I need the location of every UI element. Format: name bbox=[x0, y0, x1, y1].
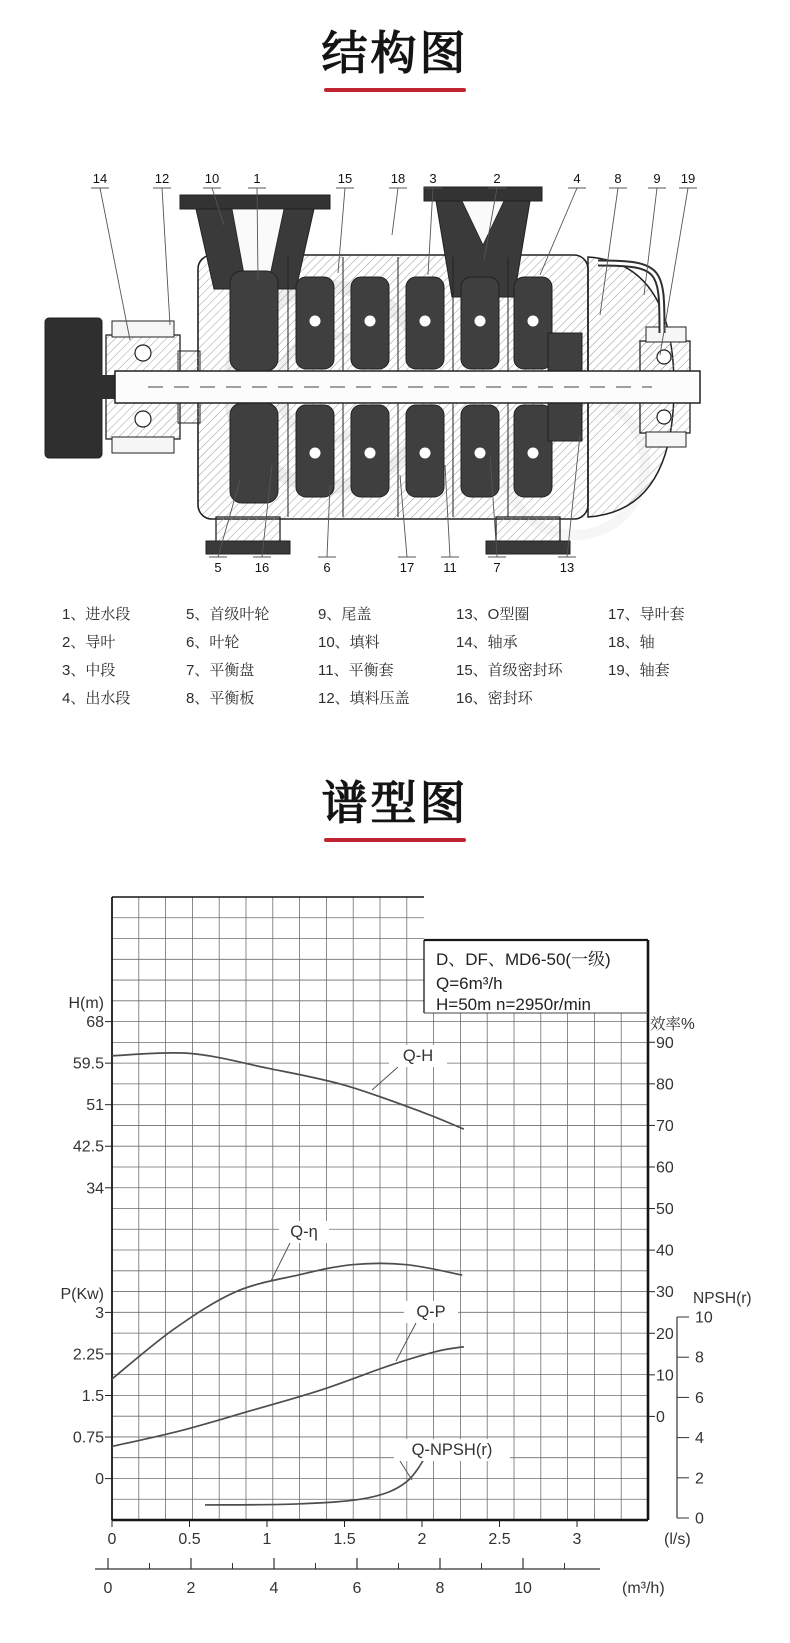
part-item: 6、叶轮 bbox=[186, 634, 240, 651]
part-item: 5、首级叶轮 bbox=[186, 606, 270, 623]
pump-cross-section bbox=[0, 165, 790, 595]
callout-number: 7 bbox=[493, 560, 501, 575]
callout-number: 12 bbox=[154, 171, 170, 186]
callout-number: 18 bbox=[390, 171, 406, 186]
efficiency-axis-title: 效率% bbox=[650, 1016, 695, 1033]
npsh-axis-tick: 8 bbox=[695, 1349, 704, 1367]
part-item: 18、轴 bbox=[608, 634, 655, 651]
callout-number: 8 bbox=[614, 171, 622, 186]
performance-chart bbox=[0, 883, 790, 1643]
x-axis-tick: 2.5 bbox=[488, 1531, 511, 1548]
npsh-axis-tick: 0 bbox=[695, 1510, 704, 1528]
head-axis-tick: 59.5 bbox=[72, 1055, 104, 1073]
part-item: 12、填料压盖 bbox=[318, 690, 410, 707]
callout-number: 3 bbox=[429, 171, 437, 186]
part-item: 2、导叶 bbox=[62, 634, 116, 651]
power-axis-title: P(Kw) bbox=[60, 1286, 104, 1303]
part-item: 14、轴承 bbox=[456, 634, 518, 651]
suction-flange bbox=[180, 195, 330, 209]
efficiency-axis-tick: 10 bbox=[656, 1367, 674, 1385]
structure-title: 结构图 bbox=[321, 27, 469, 79]
callout-number: 10 bbox=[204, 171, 220, 186]
coupling bbox=[45, 318, 102, 458]
parts-list bbox=[62, 601, 728, 713]
curve-label-Q-H: Q-H bbox=[402, 1047, 434, 1065]
power-axis-tick: 2.25 bbox=[72, 1346, 104, 1364]
chart-head-speed-label: H=50m n=2950r/min bbox=[436, 995, 591, 1014]
pump-body bbox=[45, 187, 700, 554]
efficiency-axis-tick: 70 bbox=[656, 1117, 674, 1135]
x-axis-unit: (l/s) bbox=[664, 1531, 691, 1548]
part-item: 10、填料 bbox=[318, 634, 380, 651]
power-axis-tick: 1.5 bbox=[81, 1388, 104, 1405]
callout-number: 17 bbox=[399, 560, 415, 575]
power-axis-tick: 3 bbox=[95, 1304, 104, 1322]
callout-number: 15 bbox=[337, 171, 353, 186]
npsh-axis-title: NPSH(r) bbox=[693, 1290, 752, 1307]
chart-flow-label: Q=6m³/h bbox=[436, 974, 503, 993]
x-axis-tick: 1 bbox=[262, 1531, 272, 1548]
head-axis-title: H(m) bbox=[68, 995, 104, 1012]
head-axis-tick: 51 bbox=[86, 1097, 104, 1115]
bearing-ball bbox=[657, 410, 671, 424]
curve-title-underline bbox=[324, 838, 466, 842]
foot bbox=[496, 517, 560, 543]
efficiency-axis-tick: 60 bbox=[656, 1159, 674, 1177]
efficiency-axis-tick: 90 bbox=[656, 1034, 674, 1052]
part-item: 9、尾盖 bbox=[318, 606, 372, 623]
pump-structure-diagram bbox=[0, 165, 790, 595]
x-axis-tick: 0.5 bbox=[178, 1531, 201, 1548]
npsh-axis-tick: 10 bbox=[695, 1309, 713, 1327]
npsh-axis-tick: 4 bbox=[695, 1430, 704, 1448]
part-item: 1、进水段 bbox=[62, 606, 131, 623]
bearing-ball bbox=[657, 350, 671, 364]
x-axis-tick: 2 bbox=[417, 1531, 427, 1548]
callout-number: 4 bbox=[573, 171, 581, 186]
bearing-ball bbox=[135, 411, 151, 427]
curve-section-header bbox=[0, 778, 790, 842]
head-axis-tick: 34 bbox=[86, 1180, 104, 1198]
callout-number: 6 bbox=[323, 560, 331, 575]
callout-number: 13 bbox=[559, 560, 575, 575]
npsh-axis-tick: 6 bbox=[695, 1389, 704, 1407]
part-item: 19、轴套 bbox=[608, 662, 670, 679]
bearing-ball bbox=[135, 345, 151, 361]
head-axis-tick: 68 bbox=[86, 1014, 104, 1032]
part-item: 3、中段 bbox=[62, 662, 116, 679]
callout-number: 19 bbox=[680, 171, 696, 186]
callout-number: 11 bbox=[443, 560, 457, 575]
efficiency-axis-tick: 50 bbox=[656, 1201, 674, 1219]
callout-number: 14 bbox=[92, 171, 108, 186]
part-item: 11、平衡套 bbox=[318, 662, 394, 679]
npsh-axis-tick: 2 bbox=[695, 1470, 704, 1488]
part-item: 15、首级密封环 bbox=[456, 662, 563, 679]
curve-label-Q-P: Q-P bbox=[416, 1303, 446, 1321]
x2-axis-tick: 0 bbox=[103, 1580, 113, 1597]
x-axis-tick: 0 bbox=[107, 1531, 117, 1548]
x2-axis-tick: 8 bbox=[435, 1580, 445, 1597]
efficiency-axis-tick: 20 bbox=[656, 1325, 674, 1343]
power-axis-tick: 0.75 bbox=[72, 1429, 104, 1447]
callout-number: 2 bbox=[493, 171, 501, 186]
head-axis-tick: 42.5 bbox=[72, 1138, 104, 1156]
efficiency-axis-tick: 40 bbox=[656, 1242, 674, 1260]
power-axis-tick: 0 bbox=[95, 1471, 104, 1489]
part-item: 4、出水段 bbox=[62, 690, 131, 707]
curve-Q-P bbox=[112, 1347, 464, 1447]
callout-number: 1 bbox=[253, 171, 261, 186]
x2-axis-tick: 2 bbox=[186, 1580, 196, 1597]
callout-number: 9 bbox=[653, 171, 661, 186]
part-item: 13、O型圈 bbox=[456, 606, 530, 623]
x2-axis-tick: 10 bbox=[514, 1580, 532, 1597]
curve-label-Q-NPSH(r): Q-NPSH(r) bbox=[411, 1441, 493, 1459]
part-item: 17、导叶套 bbox=[608, 606, 685, 623]
efficiency-axis-tick: 0 bbox=[656, 1408, 665, 1426]
callout-number: 16 bbox=[254, 560, 270, 575]
performance-curves-svg bbox=[0, 883, 790, 1643]
efficiency-axis-tick: 30 bbox=[656, 1284, 674, 1302]
efficiency-axis-tick: 80 bbox=[656, 1076, 674, 1094]
part-item: 16、密封环 bbox=[456, 690, 533, 707]
x2-axis-unit: (m³/h) bbox=[622, 1580, 665, 1597]
x2-axis-tick: 4 bbox=[269, 1580, 279, 1597]
part-item: 8、平衡板 bbox=[186, 690, 255, 707]
discharge-flange bbox=[424, 187, 542, 201]
chart-model-label: D、DF、MD6-50(一级) bbox=[436, 950, 611, 969]
structure-title-underline bbox=[324, 88, 466, 92]
x-axis-tick: 3 bbox=[572, 1531, 582, 1548]
x-axis-tick: 1.5 bbox=[333, 1531, 356, 1548]
callout-number: 5 bbox=[214, 560, 222, 575]
x2-axis-tick: 6 bbox=[352, 1580, 362, 1597]
curve-title: 谱型图 bbox=[321, 777, 469, 829]
curve-label-Q-η: Q-η bbox=[290, 1223, 318, 1241]
part-item: 7、平衡盘 bbox=[186, 662, 255, 679]
structure-section-header bbox=[0, 28, 790, 92]
